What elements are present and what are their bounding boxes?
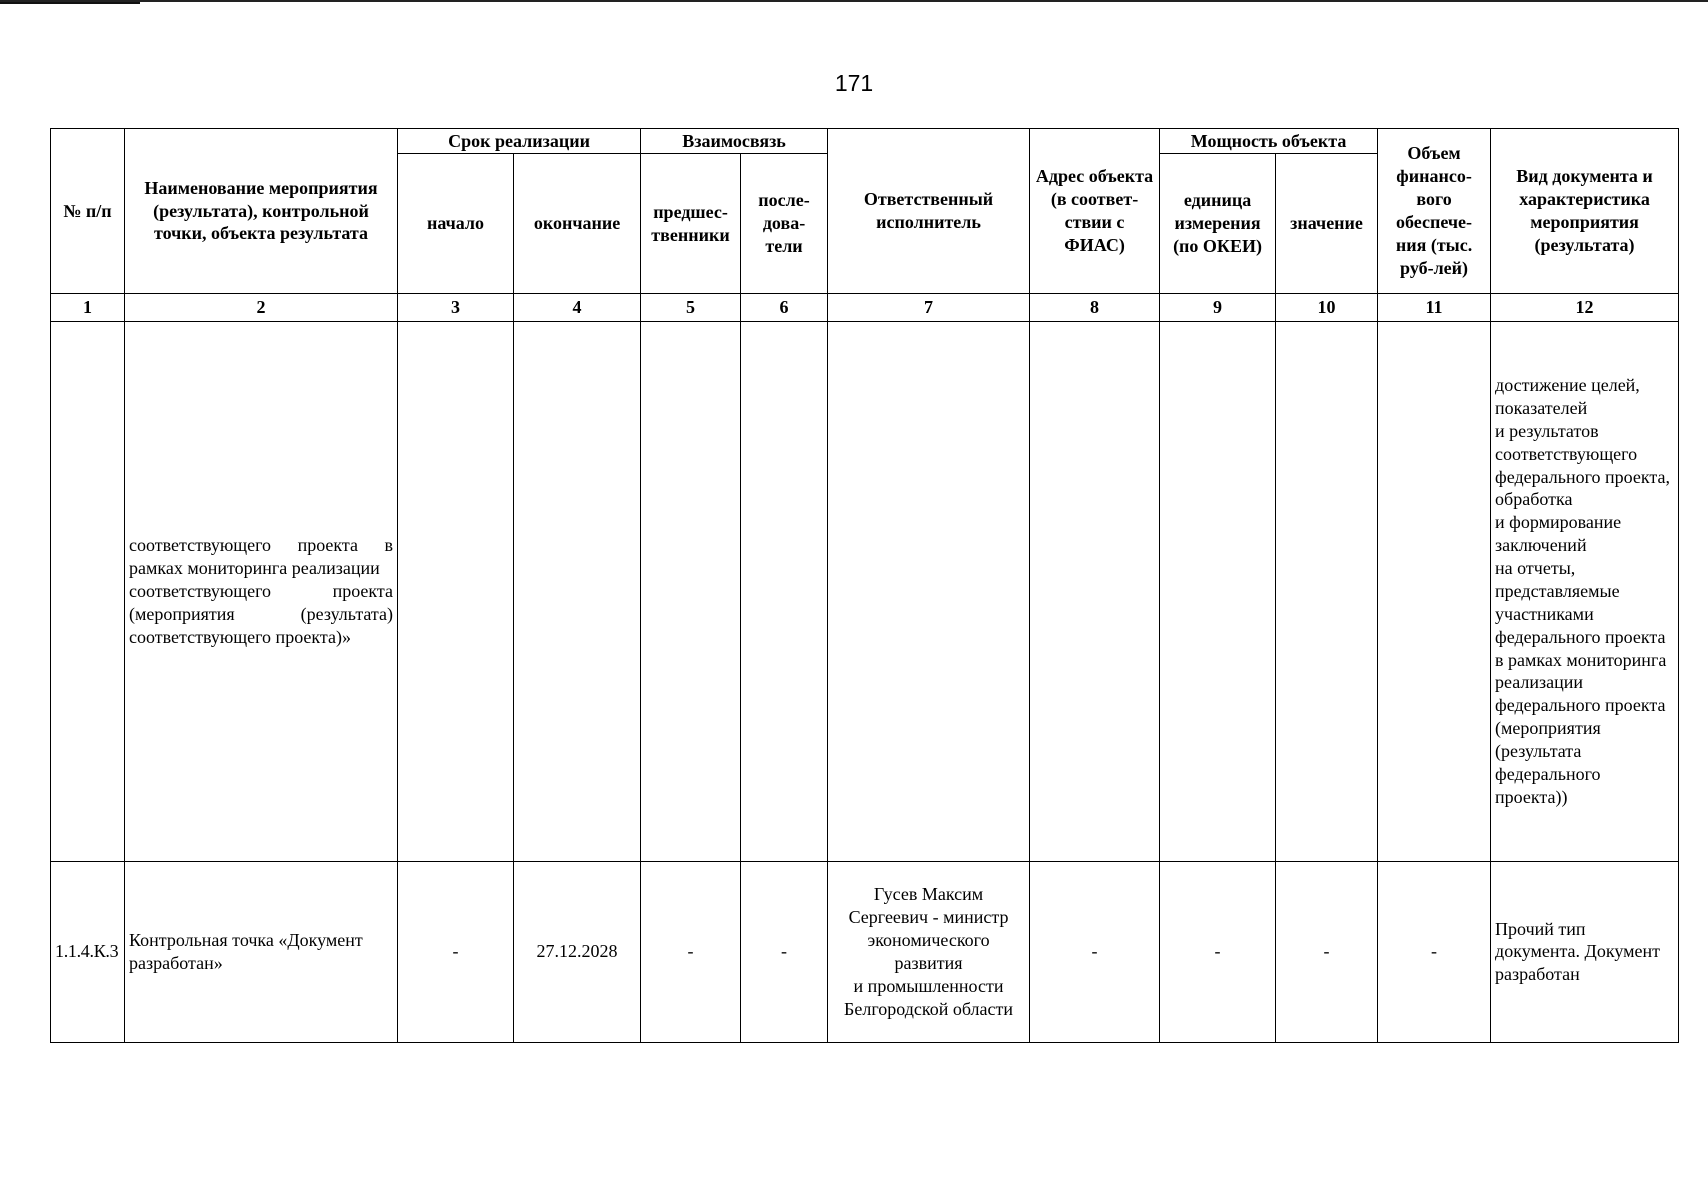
column-number: 7: [828, 294, 1030, 322]
header-row-1: [51, 129, 1679, 154]
row-document: достижение целей, показателей и результатов соответствующего федерального проекта, обработка и формирование заключений на отчеты, представляемые участниками федерального проекта в рамках мониторинга реализации федерального проекта (мероприятия (результата федерального проекта)): [1491, 321, 1679, 861]
column-number: 2: [125, 294, 398, 322]
header-unit: единица измерения (по ОКЕИ): [1160, 154, 1276, 294]
row-successors: [741, 321, 828, 861]
row-predecessors: [641, 321, 741, 861]
row-address: [1030, 321, 1160, 861]
column-number: 8: [1030, 294, 1160, 322]
table-row: [51, 321, 1679, 861]
column-number: 12: [1491, 294, 1679, 322]
header-responsible: Ответственный исполнитель: [828, 129, 1030, 294]
row-start: [398, 321, 514, 861]
row-name: Контрольная точка «Документ разработан»: [125, 861, 398, 1042]
column-number: 6: [741, 294, 828, 322]
row-unit: [1160, 321, 1276, 861]
header-name: Наименование мероприятия (результата), контрольной точки, объекта результата: [125, 129, 398, 294]
header-predecessors: предшес-твенники: [641, 154, 741, 294]
row-start: -: [398, 861, 514, 1042]
row-name: соответствующего проекта в рамках мониторинга реализации соответствующего проекта (мероприятия (результата) соответствующего проекта)»: [125, 321, 398, 861]
row-number: [51, 321, 125, 861]
row-responsible: Гусев Максим Сергеевич - министр экономического развития и промышленности Белгородской области: [828, 861, 1030, 1042]
column-number: 3: [398, 294, 514, 322]
row-responsible: [828, 321, 1030, 861]
column-number: 9: [1160, 294, 1276, 322]
table-row: [51, 861, 1679, 1042]
header-power-group: Мощность объекта: [1160, 129, 1378, 154]
row-funding: [1378, 321, 1491, 861]
row-number: 1.1.4.К.3: [51, 861, 125, 1042]
plan-table: [50, 128, 1679, 1043]
header-term-group: Срок реализации: [398, 129, 641, 154]
row-funding: -: [1378, 861, 1491, 1042]
page-number: 171: [834, 70, 874, 96]
header-end: окончание: [514, 154, 641, 294]
scan-edge-mark: [0, 2, 140, 4]
header-document: Вид документа и характеристика мероприятия (результата): [1491, 129, 1679, 294]
row-value: [1276, 321, 1378, 861]
row-document: Прочий тип документа. Документ разработан: [1491, 861, 1679, 1042]
row-address: -: [1030, 861, 1160, 1042]
column-number: 10: [1276, 294, 1378, 322]
row-end: 27.12.2028: [514, 861, 641, 1042]
row-unit: -: [1160, 861, 1276, 1042]
header-link-group: Взаимосвязь: [641, 129, 828, 154]
column-number-row: [51, 294, 1679, 322]
column-number: 11: [1378, 294, 1491, 322]
scan-edge-line: [0, 0, 1708, 2]
header-successors: после-дова-тели: [741, 154, 828, 294]
header-address: Адрес объекта (в соответ-ствии с ФИАС): [1030, 129, 1160, 294]
row-predecessors: -: [641, 861, 741, 1042]
column-number: 5: [641, 294, 741, 322]
header-funding: Объем финансо-вого обеспече-ния (тыс. руб-лей): [1378, 129, 1491, 294]
column-number: 4: [514, 294, 641, 322]
header-number: № п/п: [51, 129, 125, 294]
column-number: 1: [51, 294, 125, 322]
row-end: [514, 321, 641, 861]
row-successors: -: [741, 861, 828, 1042]
header-start: начало: [398, 154, 514, 294]
header-value: значение: [1276, 154, 1378, 294]
row-value: -: [1276, 861, 1378, 1042]
